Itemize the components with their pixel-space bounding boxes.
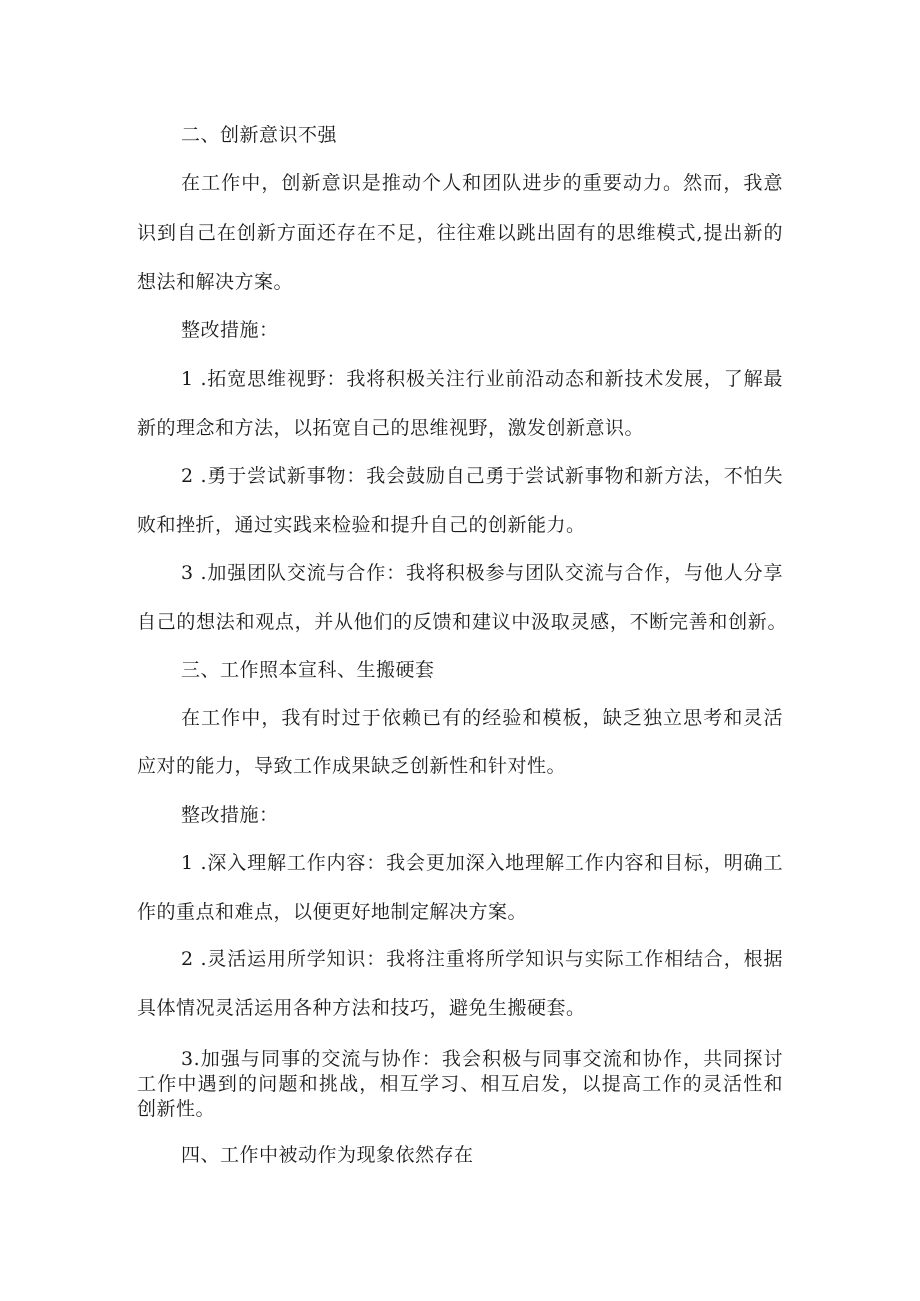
measures-label: 整改措施：: [181, 319, 279, 341]
list-item-line: 作的重点和难点，以便更好地制定解决方案。: [137, 901, 528, 923]
paragraph-line: 在工作中，我有时过于依赖已有的经验和模板，缺乏独立思考和灵活: [181, 707, 783, 729]
paragraph-line: 在工作中，创新意识是推动个人和团队进步的重要动力。然而，我意: [181, 172, 783, 194]
section-heading: 四、工作中被动作为现象依然存在: [181, 1144, 474, 1166]
list-item-line: 3 .加强团队交流与合作：我将积极参与团队交流与合作，与他人分享: [181, 562, 783, 584]
paragraph-line: 识到自己在创新方面还存在不足，往往难以跳出固有的思维模式,提出新的: [137, 222, 783, 244]
list-item-line: 自己的想法和观点，并从他们的反馈和建议中汲取灵感，不断完善和创新。: [137, 611, 787, 633]
list-item-line: 2 .灵活运用所学知识：我将注重将所学知识与实际工作相结合，根据: [181, 948, 783, 970]
list-item-line: 新的理念和方法，以拓宽自己的思维视野，激发创新意识。: [137, 417, 645, 439]
list-item-line: 败和挫折，通过实践来检验和提升自己的创新能力。: [137, 514, 586, 536]
section-heading: 二、创新意识不强: [181, 124, 338, 146]
list-item-line: 具体情况灵活运用各种方法和技巧，避免生搬硬套。: [137, 997, 586, 1019]
list-item-line: 2 .勇于尝试新事物：我会鼓励自己勇于尝试新事物和新方法，不怕失: [181, 465, 783, 487]
measures-label: 整改措施：: [181, 804, 279, 826]
list-item-line: 1 .拓宽思维视野：我将积极关注行业前沿动态和新技术发展，了解最: [181, 368, 783, 390]
list-item-line: 工作中遇到的问题和挑战，相互学习、相互启发，以提高工作的灵活性和: [137, 1073, 783, 1095]
paragraph-line: 想法和解决方案。: [137, 271, 294, 293]
list-item-line: 创新性。: [137, 1098, 216, 1120]
section-heading: 三、工作照本宣科、生搬硬套: [181, 659, 435, 681]
list-item-line: 1 .深入理解工作内容：我会更加深入地理解工作内容和目标，明确工: [181, 852, 783, 874]
list-item-line: 3.加强与同事的交流与协作：我会积极与同事交流和协作，共同探讨: [181, 1048, 783, 1070]
paragraph-line: 应对的能力，导致工作成果缺乏创新性和针对性。: [137, 755, 567, 777]
